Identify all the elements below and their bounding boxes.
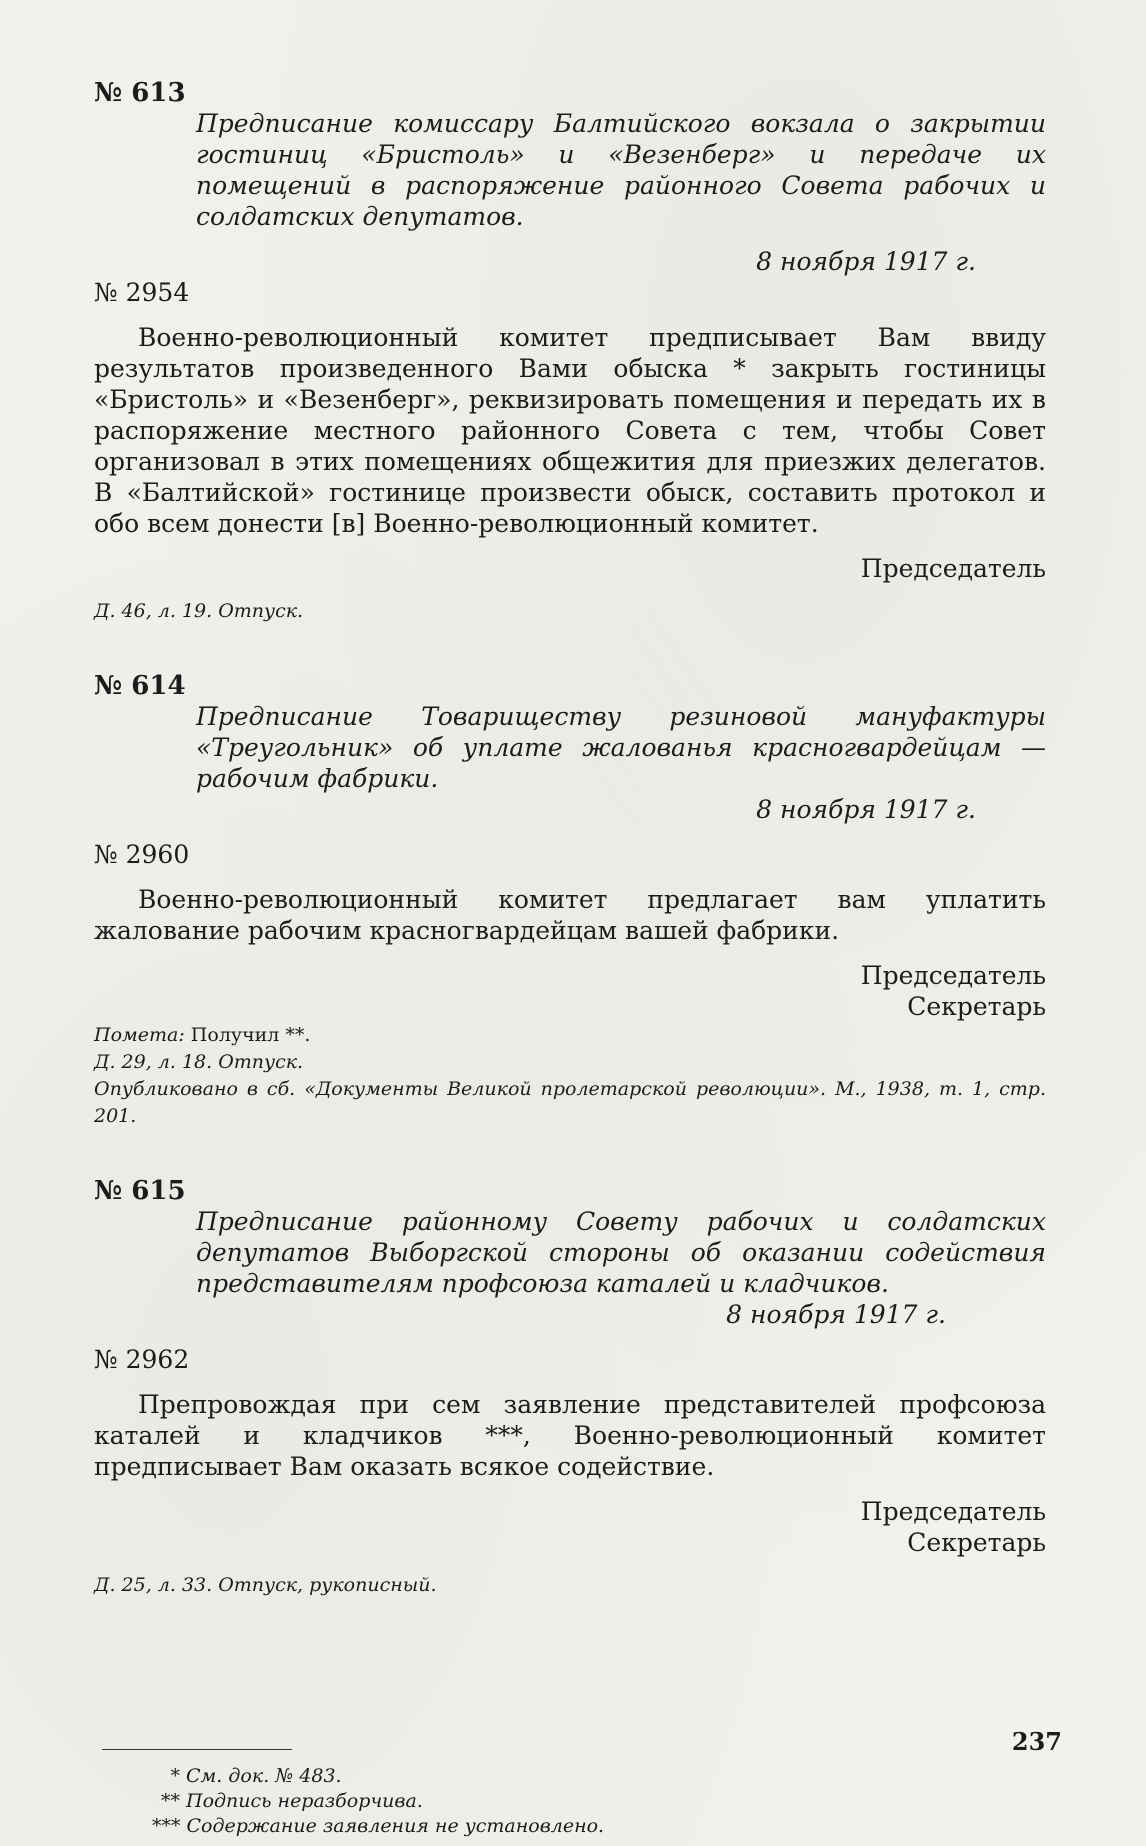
footnote-text: Подпись неразборчива. [186, 1790, 423, 1812]
document-615 [94, 1176, 1046, 1599]
footnote-mark: ** [161, 1790, 180, 1812]
signature-chairman: Председатель [860, 1497, 1046, 1526]
document-body: Военно-революционный комитет предписывает Вам ввиду результатов произведенного Вами обыска * закрыть гостиницы «Бристоль» и «Везенберг», реквизировать помещения и передать их в распоряжение местного районного Совета с тем, чтобы Совет организовал в этих помещениях общежития для приезжих делегатов. В «Балтийской» гостинице произвести обыск, составить протокол и обо всем донести [в] Военно-революционный комитет. [94, 323, 1046, 538]
document-date: 8 ноября 1917 г. [756, 795, 976, 824]
document-date: 8 ноября 1917 г. [756, 247, 976, 276]
document-number: № 615 [94, 1176, 186, 1206]
document-title: Предписание комиссару Балтийского вокзала о закрытии гостиниц «Бристоль» и «Везенберг» и передаче их помещений в распоряжение районного Совета рабочих и солдатских депутатов. [196, 109, 1046, 231]
document-body: Препровождая при сем заявление представителей профсоюза каталей и кладчиков ***, Военно-революционный комитет предписывает Вам оказать всякое содействие. [94, 1390, 1046, 1481]
footnote-item [152, 1764, 1046, 1789]
registration-number: № 2962 [94, 1345, 190, 1374]
archive-reference: Д. 46, л. 19. Отпуск. [94, 600, 304, 622]
footnote-text: См. док. № 483. [186, 1765, 342, 1787]
archive-reference: Д. 29, л. 18. Отпуск. [94, 1051, 304, 1073]
signature-secretary: Секретарь [907, 992, 1046, 1021]
document-613 [94, 78, 1046, 625]
document-title: Предписание Товариществу резиновой мануфактуры «Треугольник» об уплате жалованья красногвардейцам — рабочим фабрики. [196, 702, 1046, 793]
document-title: Предписание районному Совету рабочих и солдатских депутатов Выборгской стороны об оказании содействия представителям профсоюза катaлей и кладчиков. [196, 1207, 1046, 1298]
document-body: Военно-революционный комитет предлагает вам уплатить жалование рабочим красногвардейцам вашей фабрики. [94, 885, 1046, 945]
signature-chairman: Председатель [860, 961, 1046, 990]
registration-number: № 2960 [94, 840, 190, 869]
signature-block [94, 1496, 1046, 1558]
signature-block [94, 960, 1046, 1022]
page-number: 237 [1011, 1727, 1062, 1756]
annotation-label: Пометa: [94, 1024, 185, 1046]
annotation-text: Получил **. [184, 1024, 311, 1046]
document-date: 8 ноября 1917 г. [726, 1300, 946, 1329]
registration-number: № 2954 [94, 278, 190, 307]
annotation-note [94, 1022, 1046, 1049]
signature-chairman: Председатель [860, 554, 1046, 583]
footnotes [152, 1764, 1046, 1839]
document-number: № 614 [94, 671, 186, 701]
document-number: № 613 [94, 78, 186, 108]
footnote-item [152, 1789, 1046, 1814]
signature-block [94, 553, 1046, 584]
footnote-divider [102, 1749, 292, 1750]
footnote-item [152, 1814, 1046, 1839]
footnote-text: Содержание заявления не установлено. [186, 1815, 605, 1837]
publication-reference: Опубликовано в сб. «Документы Великой пролетарской революции». М., 1938, т. 1, стр. 201. [94, 1078, 1046, 1127]
footnote-mark: *** [152, 1815, 181, 1837]
signature-secretary: Секретарь [907, 1528, 1046, 1557]
document-614 [94, 671, 1046, 1130]
archive-reference: Д. 25, л. 33. Отпуск, рукописный. [94, 1574, 437, 1596]
footnote-mark: * [170, 1765, 180, 1787]
